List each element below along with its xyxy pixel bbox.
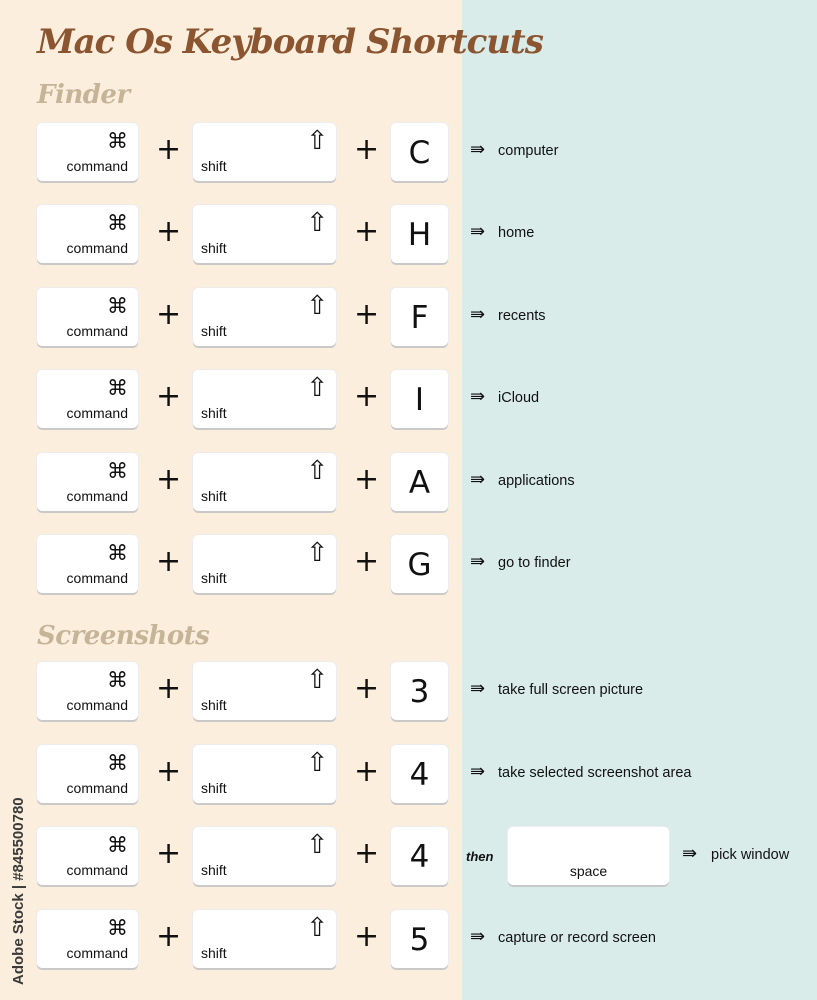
shift-arrow-icon: ⇧ xyxy=(306,748,328,778)
shift-arrow-icon: ⇧ xyxy=(306,830,328,860)
shortcut-description: home xyxy=(498,225,535,241)
then-label: then xyxy=(466,849,494,864)
command-key xyxy=(37,205,138,263)
letter-key xyxy=(391,535,448,593)
command-key xyxy=(37,827,138,885)
command-key-label: command xyxy=(66,323,128,339)
shift-key-label: shift xyxy=(201,488,227,504)
double-arrow-icon: ⇛ xyxy=(470,678,486,699)
double-arrow-icon: ⇛ xyxy=(470,761,486,782)
plus-sign: + xyxy=(156,671,182,706)
screenshots-section-title: Screenshots xyxy=(37,621,210,651)
command-key xyxy=(37,662,138,720)
shift-arrow-icon: ⇧ xyxy=(306,913,328,943)
command-icon: ⌘ xyxy=(107,294,128,318)
shortcut-description: capture or record screen xyxy=(498,930,656,946)
shortcut-row-screenshot-window xyxy=(0,827,817,887)
shift-key-label: shift xyxy=(201,862,227,878)
shift-key-label: shift xyxy=(201,158,227,174)
shortcut-row-finder-go-to-finder xyxy=(0,535,817,595)
number-key xyxy=(391,827,448,885)
plus-sign: + xyxy=(156,132,182,167)
letter-key xyxy=(391,288,448,346)
shortcut-description: applications xyxy=(498,473,575,489)
shift-key-label: shift xyxy=(201,697,227,713)
command-icon: ⌘ xyxy=(107,459,128,483)
command-key-label: command xyxy=(66,780,128,796)
command-key xyxy=(37,910,138,968)
number-key xyxy=(391,662,448,720)
shift-arrow-icon: ⇧ xyxy=(306,665,328,695)
plus-sign: + xyxy=(156,297,182,332)
command-key-label: command xyxy=(66,158,128,174)
command-icon: ⌘ xyxy=(107,376,128,400)
letter-key xyxy=(391,370,448,428)
double-arrow-icon: ⇛ xyxy=(470,386,486,407)
command-icon: ⌘ xyxy=(107,833,128,857)
number-key-label: 4 xyxy=(409,757,430,793)
space-key-label: space xyxy=(569,863,608,879)
shift-key-label: shift xyxy=(201,405,227,421)
shift-arrow-icon: ⇧ xyxy=(306,126,328,156)
double-arrow-icon: ⇛ xyxy=(470,469,486,490)
shift-key xyxy=(193,745,336,803)
plus-sign: + xyxy=(156,544,182,579)
shortcut-row-finder-computer xyxy=(0,123,817,183)
shift-key-label: shift xyxy=(201,570,227,586)
finder-section-title: Finder xyxy=(37,80,130,110)
number-key-label: 3 xyxy=(409,674,430,710)
shortcut-row-screenshot-full xyxy=(0,662,817,722)
shortcut-description: pick window xyxy=(711,847,790,863)
command-icon: ⌘ xyxy=(107,129,128,153)
space-key xyxy=(508,827,669,885)
command-icon: ⌘ xyxy=(107,211,128,235)
command-key-label: command xyxy=(66,240,128,256)
double-arrow-icon: ⇛ xyxy=(470,139,486,160)
command-key-label: command xyxy=(66,488,128,504)
shift-arrow-icon: ⇧ xyxy=(306,208,328,238)
plus-sign: + xyxy=(156,379,182,414)
command-key xyxy=(37,288,138,346)
command-key-label: command xyxy=(66,697,128,713)
page-title: Mac Os Keyboard Shortcuts xyxy=(37,22,543,62)
command-icon: ⌘ xyxy=(107,751,128,775)
shift-key xyxy=(193,535,336,593)
shortcut-description: go to finder xyxy=(498,555,571,571)
command-key-label: command xyxy=(66,945,128,961)
number-key-label: 4 xyxy=(409,839,430,875)
shift-arrow-icon: ⇧ xyxy=(306,456,328,486)
letter-key-label: F xyxy=(410,300,429,336)
plus-sign: + xyxy=(156,836,182,871)
shift-key-label: shift xyxy=(201,945,227,961)
plus-sign: + xyxy=(354,462,380,497)
command-key xyxy=(37,745,138,803)
command-key xyxy=(37,370,138,428)
number-key xyxy=(391,910,448,968)
shift-arrow-icon: ⇧ xyxy=(306,291,328,321)
shortcut-row-screenshot-area xyxy=(0,745,817,805)
command-key xyxy=(37,123,138,181)
shortcut-row-finder-icloud xyxy=(0,370,817,430)
shift-key xyxy=(193,453,336,511)
shift-key xyxy=(193,123,336,181)
letter-key-label: C xyxy=(408,135,431,171)
plus-sign: + xyxy=(156,754,182,789)
double-arrow-icon: ⇛ xyxy=(470,221,486,242)
plus-sign: + xyxy=(156,462,182,497)
letter-key xyxy=(391,453,448,511)
letter-key xyxy=(391,123,448,181)
shift-key-label: shift xyxy=(201,240,227,256)
shortcut-row-finder-recents xyxy=(0,288,817,348)
plus-sign: + xyxy=(354,836,380,871)
double-arrow-icon: ⇛ xyxy=(470,551,486,572)
shortcut-row-finder-applications xyxy=(0,453,817,513)
letter-key xyxy=(391,205,448,263)
plus-sign: + xyxy=(354,919,380,954)
number-key-label: 5 xyxy=(409,922,430,958)
shift-key-label: shift xyxy=(201,323,227,339)
shift-key xyxy=(193,370,336,428)
double-arrow-icon: ⇛ xyxy=(682,843,698,864)
command-icon: ⌘ xyxy=(107,668,128,692)
plus-sign: + xyxy=(354,544,380,579)
command-key-label: command xyxy=(66,862,128,878)
shift-arrow-icon: ⇧ xyxy=(306,538,328,568)
plus-sign: + xyxy=(156,214,182,249)
shortcut-description: take full screen picture xyxy=(498,682,644,698)
letter-key-label: I xyxy=(414,382,425,418)
command-icon: ⌘ xyxy=(107,541,128,565)
shortcut-description: take selected screenshot area xyxy=(498,765,692,781)
plus-sign: + xyxy=(156,919,182,954)
shortcut-row-finder-home xyxy=(0,205,817,265)
shift-key xyxy=(193,910,336,968)
shift-key-label: shift xyxy=(201,780,227,796)
plus-sign: + xyxy=(354,754,380,789)
shift-key xyxy=(193,662,336,720)
command-key xyxy=(37,453,138,511)
letter-key-label: G xyxy=(407,547,432,583)
stock-watermark: Adobe Stock | #845500780 xyxy=(10,797,27,985)
number-key xyxy=(391,745,448,803)
shift-arrow-icon: ⇧ xyxy=(306,373,328,403)
command-key xyxy=(37,535,138,593)
shift-key xyxy=(193,288,336,346)
double-arrow-icon: ⇛ xyxy=(470,304,486,325)
shortcut-description: iCloud xyxy=(498,390,540,406)
plus-sign: + xyxy=(354,379,380,414)
shortcut-description: computer xyxy=(498,143,559,159)
shift-key xyxy=(193,205,336,263)
letter-key-label: H xyxy=(407,217,432,253)
shortcut-description: recents xyxy=(498,308,546,324)
command-key-label: command xyxy=(66,405,128,421)
plus-sign: + xyxy=(354,297,380,332)
command-icon: ⌘ xyxy=(107,916,128,940)
shortcut-row-screenshot-record xyxy=(0,910,817,970)
plus-sign: + xyxy=(354,671,380,706)
plus-sign: + xyxy=(354,214,380,249)
double-arrow-icon: ⇛ xyxy=(470,926,486,947)
plus-sign: + xyxy=(354,132,380,167)
letter-key-label: A xyxy=(408,465,431,501)
command-key-label: command xyxy=(66,570,128,586)
shift-key xyxy=(193,827,336,885)
